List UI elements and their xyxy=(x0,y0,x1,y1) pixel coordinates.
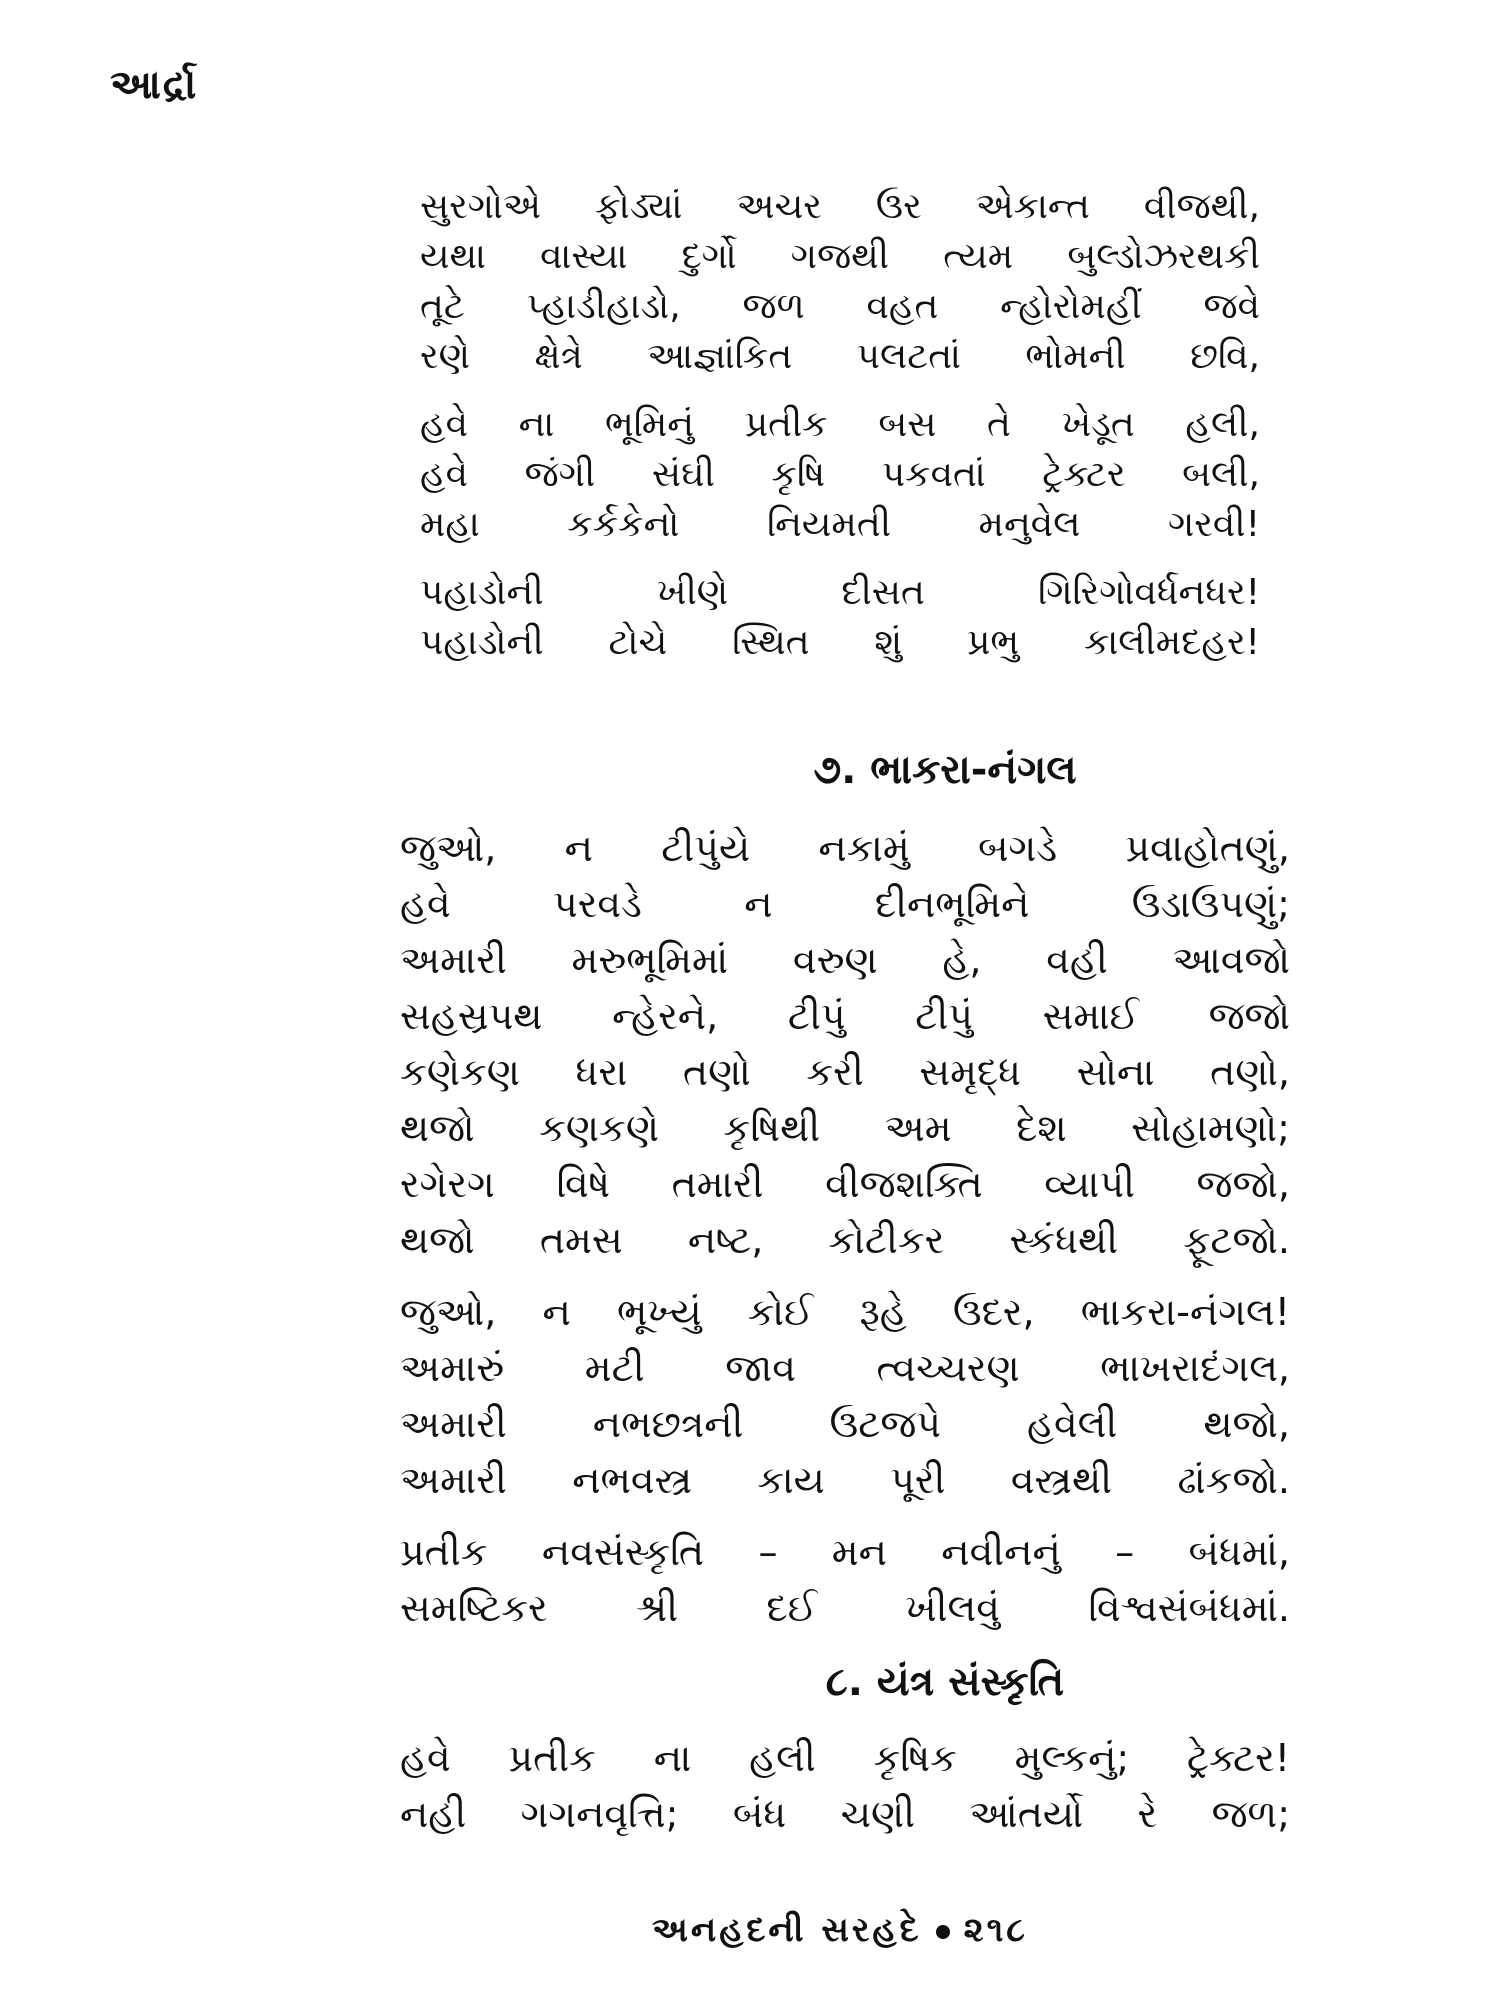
poem-7 xyxy=(400,820,1290,1652)
poem-line: અમારી મરુભૂમિમાં વરુણ હે, વહી આવજો xyxy=(400,938,1290,982)
poem-line: રગેરગ વિષે તમારી વીજશક્તિ વ્યાપી જજો, xyxy=(400,1162,1290,1206)
poem-line: હવે ના ભૂમિનું પ્રતીક બસ તે ખેડૂત હલી, xyxy=(420,404,1260,445)
poem-8-title: ૮. યંત્ર સંસ્કૃતિ xyxy=(825,1659,1065,1705)
poem-line: સમષ્ટિકર શ્રી દઈ ખીલવું વિશ્વસંબંધમાં. xyxy=(400,1586,1290,1630)
bullet-icon xyxy=(936,1925,950,1939)
poem-line: યથા વાસ્યા દુર્ગો ગજથી ત્યમ બુલ્ડોઝરથકી xyxy=(420,236,1260,277)
poem-line: મહા કર્કકેનો નિયમતી મનુવેલ ગરવી! xyxy=(420,504,1260,545)
poem-line: જુઓ, ન ભૂખ્યું કોઈ રૂહે ઉદર, ભાકરા-નંગલ! xyxy=(400,1290,1290,1334)
running-head: આર્દ્રા xyxy=(110,62,199,108)
poem-line: હવે જંગી સંઘી કૃષિ પકવતાં ટ્રેક્ટર બલી, xyxy=(420,454,1260,495)
poem-line: થજો કણકણે કૃષિથી અમ દેશ સોહામણો; xyxy=(400,1106,1290,1150)
stanza xyxy=(420,182,1260,382)
stanza xyxy=(400,1730,1290,1842)
poem-continuation xyxy=(420,182,1260,686)
page-number: ૨૧૮ xyxy=(963,1910,1028,1950)
stanza xyxy=(400,1284,1290,1508)
poem-line: થજો તમસ નષ્ટ, કોટીકર સ્કંધથી ફૂટજો. xyxy=(400,1218,1290,1262)
book-title: અનહદની સરહદે xyxy=(652,1910,922,1950)
poem-8 xyxy=(400,1730,1290,1842)
poem-line: રણે ક્ષેત્રે આજ્ઞાંકિત પલટતાં ભોમની છવિ, xyxy=(420,336,1260,377)
poem-line: નહી ગગનવૃત્તિ; બંધ ચણી આંતર્યો રે જળ; xyxy=(400,1792,1290,1836)
poem-line: પહાડોની ટોચે સ્થિત શું પ્રભુ કાલીમદહર! xyxy=(420,622,1260,663)
page-footer xyxy=(0,1910,1500,1950)
poem-7-title: ૭. ભાકરા-નંગલ xyxy=(813,747,1077,793)
stanza xyxy=(420,568,1260,668)
poem-line: કણેકણ ધરા તણો કરી સમૃદ્ધ સોના તણો, xyxy=(400,1050,1290,1094)
poem-line: હવે પરવડે ન દીનભૂમિને ઉડાઉપણું; xyxy=(400,882,1290,926)
poem-line: અમારું મટી જાવ ત્વચ્ચરણ ભાખરાદંગલ, xyxy=(400,1346,1290,1390)
poem-line: સહસ્રપથ ન્હેરને, ટીપું ટીપું સમાઈ જજો xyxy=(400,994,1290,1038)
stanza xyxy=(420,400,1260,550)
poem-line: પ્રતીક નવસંસ્કૃતિ – મન નવીનનું – બંધમાં, xyxy=(400,1530,1290,1574)
poem-line: જુઓ, ન ટીપુંયે નકામું બગડે પ્રવાહોતણું, xyxy=(400,826,1290,870)
poem-line: હવે પ્રતીક ના હલી કૃષિક મુલ્કનું; ટ્રેક્ટર! xyxy=(400,1736,1290,1780)
poem-line: તૂટે પ્હાડીહાડો, જળ વહત ન્હોરોમહીં જવે xyxy=(420,286,1260,327)
poem-line: અમારી નભવસ્ત્ર કાય પૂરી વસ્ત્રથી ઢાંકજો. xyxy=(400,1458,1290,1502)
poem-line: પહાડોની ખીણે દીસત ગિરિગોવર્ધનધર! xyxy=(420,572,1260,613)
stanza xyxy=(400,820,1290,1268)
stanza xyxy=(400,1524,1290,1636)
poem-line: સુરગોએ ફોડ્યાં અચર ઉર એકાન્ત વીજથી, xyxy=(420,186,1260,227)
poem-line: અમારી નભછત્રની ઉટજપે હવેલી થજો, xyxy=(400,1402,1290,1446)
